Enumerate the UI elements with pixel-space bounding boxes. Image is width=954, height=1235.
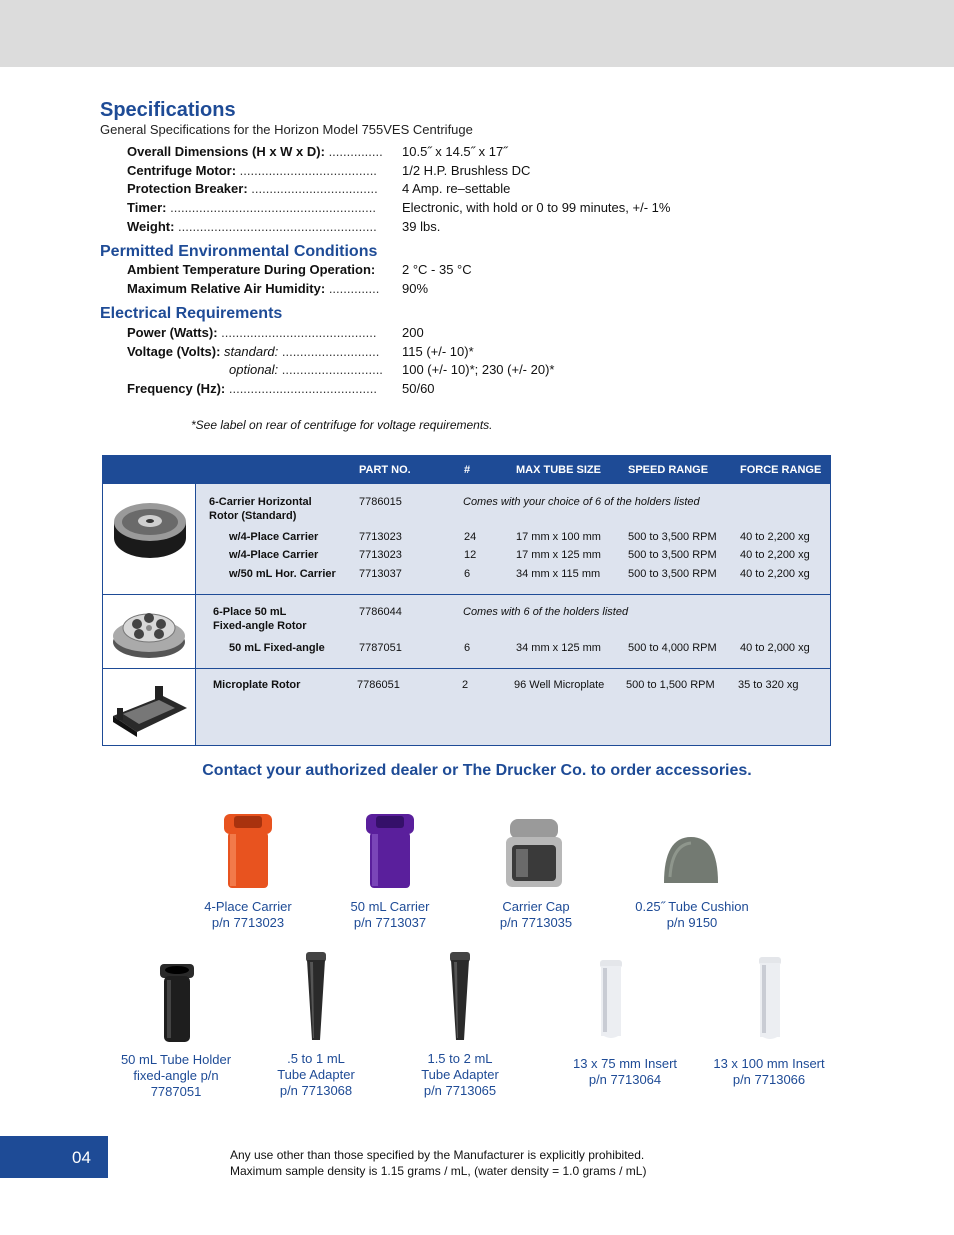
spec-dots: ........................... xyxy=(281,344,380,359)
carrier-count: 6 xyxy=(464,642,471,654)
horizontal-rotor-icon xyxy=(112,498,188,560)
accessory-desc: fixed-angle p/n xyxy=(133,1068,219,1083)
spec-dots: ............................ xyxy=(281,362,383,377)
accessory-name: Carrier Cap xyxy=(502,899,570,914)
header-force: FORCE RANGE xyxy=(740,464,822,476)
carrier-speed: 500 to 3,500 RPM xyxy=(628,568,717,580)
spec-timer xyxy=(127,199,671,217)
carrier-force: 40 to 2,000 xg xyxy=(740,642,810,654)
carrier-part: 7713023 xyxy=(359,531,402,543)
spec-label: Power (Watts): xyxy=(127,325,218,340)
carrier-name: w/4-Place Carrier xyxy=(229,531,319,543)
spec-value: 90% xyxy=(402,281,429,296)
header-speed: SPEED RANGE xyxy=(628,464,709,476)
header-max-tube: MAX TUBE SIZE xyxy=(516,464,601,476)
carrier-name: w/50 mL Hor. Carrier xyxy=(229,568,336,580)
accessory-adapter-0.5-1ml xyxy=(256,1051,376,1099)
page-subtitle: General Specifications for the Horizon Model 755VES Centrifuge xyxy=(100,122,473,137)
spec-ambient-temp xyxy=(127,261,472,279)
accessory-part: p/n 7713035 xyxy=(499,915,573,930)
row-divider xyxy=(103,594,196,595)
spec-value: 50/60 xyxy=(402,381,435,396)
carrier-cap-icon xyxy=(502,815,566,891)
spec-power xyxy=(127,324,424,342)
spec-value: 4 Amp. re–settable xyxy=(402,181,511,196)
accessory-name: .5 to 1 mL xyxy=(287,1051,345,1066)
rotor-force: 35 to 320 xg xyxy=(738,679,799,691)
rotor-part: 7786015 xyxy=(359,496,402,508)
spec-value: Electronic, with hold or 0 to 99 minutes, +/- 1% xyxy=(402,200,671,215)
fixed-angle-rotor-icon xyxy=(109,602,189,662)
carrier-tube: 34 mm x 125 mm xyxy=(516,642,601,654)
carrier-part: 7713023 xyxy=(359,549,402,561)
voltage-note: *See label on rear of centrifuge for voltage requirements. xyxy=(191,418,493,432)
accessory-carrier-cap xyxy=(466,899,606,931)
carrier-tube: 34 mm x 115 mm xyxy=(516,568,601,580)
rotor-note: Comes with your choice of 6 of the holders listed xyxy=(463,496,700,508)
page-number: 04 xyxy=(72,1148,91,1167)
spec-label: Voltage (Volts): xyxy=(127,344,221,359)
spec-dots: ......................................................... xyxy=(170,200,376,215)
accessory-part: p/n 7713068 xyxy=(279,1083,353,1098)
page-number-box xyxy=(0,1136,108,1178)
spec-dots: .............. xyxy=(328,281,380,296)
rotor-name-line1: 6-Place 50 mL xyxy=(213,606,287,618)
tube-holder-icon xyxy=(158,962,196,1044)
accessory-part: p/n 7713064 xyxy=(588,1072,662,1087)
contact-dealer-banner: Contact your authorized dealer or The Drucker Co. to order accessories. xyxy=(202,762,752,779)
tube-adapter-small-icon xyxy=(304,950,328,1042)
spec-weight xyxy=(127,218,441,236)
accessory-name: 1.5 to 2 mL xyxy=(427,1051,493,1066)
accessory-name: 4-Place Carrier xyxy=(204,899,292,914)
accessory-50ml-carrier xyxy=(320,899,460,931)
rotor-part: 7786044 xyxy=(359,606,402,618)
rotor-name-line1: 6-Carrier Horizontal xyxy=(209,496,312,508)
microplate-rotor-icon xyxy=(109,680,189,738)
voltage-optional-label: optional: xyxy=(229,362,279,377)
carrier-speed: 500 to 4,000 RPM xyxy=(628,642,717,654)
tube-cushion-icon xyxy=(662,835,720,887)
orange-carrier-icon xyxy=(220,810,276,890)
spec-dimensions xyxy=(127,143,508,161)
table-header xyxy=(103,456,830,484)
rotor-name-line2: Fixed-angle Rotor xyxy=(213,620,307,632)
rotor-name: Microplate Rotor xyxy=(213,679,301,691)
spec-breaker xyxy=(127,180,511,198)
spec-value: 100 (+/- 10)*; 230 (+/- 20)* xyxy=(402,362,555,377)
accessory-part: p/n 7713023 xyxy=(211,915,285,930)
spec-label: Centrifuge Motor: xyxy=(127,163,237,178)
spec-dots: ................................... xyxy=(251,181,378,196)
accessory-part: p/n 7713037 xyxy=(353,915,427,930)
carrier-force: 40 to 2,200 xg xyxy=(740,568,810,580)
section-title-environment: Permitted Environmental Conditions xyxy=(100,243,378,260)
accessory-name: 50 mL Tube Holder xyxy=(120,1052,232,1067)
spec-value: 1/2 H.P. Brushless DC xyxy=(402,163,531,178)
accessory-desc: Tube Adapter xyxy=(421,1067,499,1082)
row-divider xyxy=(103,668,196,669)
accessory-part: p/n 7713066 xyxy=(732,1072,806,1087)
carrier-speed: 500 to 3,500 RPM xyxy=(628,549,717,561)
spec-value: 39 lbs. xyxy=(402,219,441,234)
footer-density-note: Maximum sample density is 1.15 grams / mL, (water density = 1.0 grams / mL) xyxy=(230,1164,647,1178)
header-count: # xyxy=(464,464,471,476)
rotor-note: Comes with 6 of the holders listed xyxy=(463,606,629,618)
accessory-part: p/n 9150 xyxy=(666,915,718,930)
spec-value: 200 xyxy=(402,325,424,340)
carrier-force: 40 to 2,200 xg xyxy=(740,531,810,543)
accessory-desc: Tube Adapter xyxy=(277,1067,355,1082)
accessory-insert-75mm xyxy=(540,1056,710,1088)
carrier-name: 50 mL Fixed-angle xyxy=(229,642,325,654)
accessory-4-place-carrier xyxy=(178,899,318,931)
row-divider xyxy=(196,668,830,669)
spec-label: Overall Dimensions (H x W x D): xyxy=(127,144,325,159)
spec-dots: ....................................................... xyxy=(178,219,377,234)
rotor-count: 2 xyxy=(462,679,469,691)
carrier-count: 24 xyxy=(464,531,477,543)
accessory-name: 50 mL Carrier xyxy=(350,899,430,914)
carrier-force: 40 to 2,200 xg xyxy=(740,549,810,561)
footer-usage-warning: Any use other than those specified by the Manufacturer is explicitly prohibited. xyxy=(230,1148,645,1162)
carrier-speed: 500 to 3,500 RPM xyxy=(628,531,717,543)
spec-voltage-optional xyxy=(229,361,555,379)
accessory-part: 7787051 xyxy=(150,1084,202,1099)
spec-label: Weight: xyxy=(127,219,175,234)
row-divider xyxy=(196,594,830,595)
accessory-tube-cushion xyxy=(612,899,772,931)
header-part-no: PART NO. xyxy=(359,464,411,476)
tube-adapter-large-icon xyxy=(448,950,472,1042)
spec-value: 115 (+/- 10)* xyxy=(402,344,474,359)
spec-frequency xyxy=(127,380,435,398)
carrier-part: 7787051 xyxy=(359,642,402,654)
accessory-tube-holder xyxy=(106,1052,246,1100)
rotor-part: 7786051 xyxy=(357,679,400,691)
carrier-count: 12 xyxy=(464,549,477,561)
carrier-name: w/4-Place Carrier xyxy=(229,549,319,561)
purple-carrier-icon xyxy=(362,810,418,890)
insert-100mm-icon xyxy=(757,955,783,1043)
spec-motor xyxy=(127,162,531,180)
accessory-adapter-1.5-2ml xyxy=(400,1051,520,1099)
rotor-tube: 96 Well Microplate xyxy=(514,679,605,691)
accessory-part: p/n 7713065 xyxy=(423,1083,497,1098)
accessory-name: 13 x 100 mm Insert xyxy=(713,1056,825,1071)
spec-humidity xyxy=(127,280,429,298)
carrier-part: 7713037 xyxy=(359,568,402,580)
rotor-speed: 500 to 1,500 RPM xyxy=(626,679,715,691)
carrier-tube: 17 mm x 100 mm xyxy=(516,531,601,543)
spec-label: Protection Breaker: xyxy=(127,181,248,196)
carrier-count: 6 xyxy=(464,568,471,580)
page-title: Specifications xyxy=(100,99,236,121)
spec-dots: ...................................... xyxy=(239,163,377,178)
accessory-name: 13 x 75 mm Insert xyxy=(572,1056,678,1071)
carrier-tube: 17 mm x 125 mm xyxy=(516,549,601,561)
insert-75mm-icon xyxy=(598,958,624,1042)
spec-value: 2 °C - 35 °C xyxy=(402,262,472,277)
rotor-image-column xyxy=(103,484,196,745)
spec-dots: ............... xyxy=(328,144,383,159)
accessory-name: 0.25˝ Tube Cushion xyxy=(635,899,749,914)
spec-label: Ambient Temperature During Operation: xyxy=(127,262,376,277)
top-header-bar xyxy=(0,0,954,67)
spec-label: Frequency (Hz): xyxy=(127,381,226,396)
rotor-table xyxy=(102,455,831,746)
section-title-electrical: Electrical Requirements xyxy=(100,305,283,322)
spec-label: Timer: xyxy=(127,200,167,215)
accessory-insert-100mm xyxy=(694,1056,844,1088)
spec-voltage-standard xyxy=(127,343,474,361)
spec-dots: ......................................... xyxy=(228,381,377,396)
spec-label: Maximum Relative Air Humidity: xyxy=(127,281,326,296)
spec-dots: ........................................... xyxy=(221,325,377,340)
spec-value: 10.5˝ x 14.5˝ x 17˝ xyxy=(402,144,508,159)
voltage-standard-label: standard: xyxy=(224,344,279,359)
rotor-name-line2: Rotor (Standard) xyxy=(209,510,297,522)
